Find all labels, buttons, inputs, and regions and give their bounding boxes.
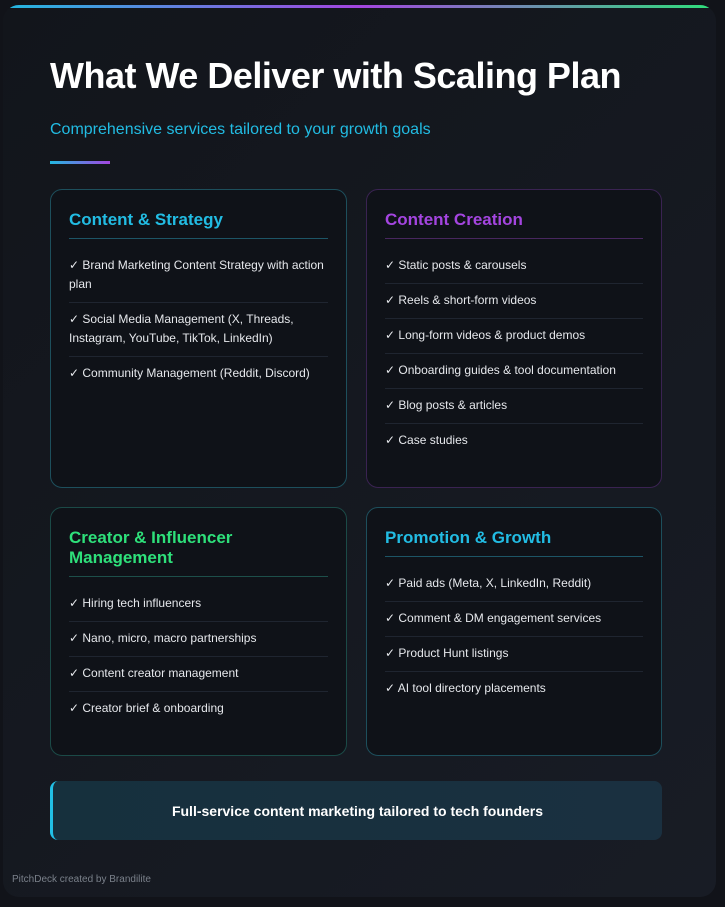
list-item: ✓ AI tool directory placements [385, 681, 546, 695]
list-item: ✓ Community Management (Reddit, Discord) [69, 366, 310, 380]
gradient-top-bar [3, 5, 716, 8]
card-content-strategy [50, 189, 347, 488]
page-subtitle: Comprehensive services tailored to your growth goals [50, 121, 431, 138]
list-item: ✓ Brand Marketing Content Strategy with action plan [69, 249, 328, 303]
page-title: What We Deliver with Scaling Plan [50, 55, 621, 96]
list-item: ✓ Social Media Management (X, Threads, Instagram, YouTube, TikTok, LinkedIn) [69, 303, 328, 357]
card-content-creation [366, 189, 662, 488]
list-item: ✓ Case studies [385, 433, 468, 447]
list-item: ✓ Nano, micro, macro partnerships [69, 622, 328, 657]
list-item: ✓ Long-form videos & product demos [385, 319, 643, 354]
list-item: ✓ Hiring tech influencers [69, 587, 328, 622]
slide [3, 5, 716, 897]
card-title: Promotion & Growth [385, 528, 643, 557]
accent-divider [50, 161, 110, 164]
list-item: ✓ Content creator management [69, 657, 328, 692]
list-item: ✓ Static posts & carousels [385, 249, 643, 284]
list-item: ✓ Onboarding guides & tool documentation [385, 354, 643, 389]
list-item: ✓ Blog posts & articles [385, 389, 643, 424]
card-promotion-growth [366, 507, 662, 756]
list-item: ✓ Creator brief & onboarding [69, 701, 224, 715]
card-title: Creator & Influencer Management [69, 528, 328, 577]
card-title: Content Creation [385, 210, 643, 239]
list-item: ✓ Reels & short-form videos [385, 284, 643, 319]
list-item: ✓ Paid ads (Meta, X, LinkedIn, Reddit) [385, 567, 643, 602]
summary-banner: Full-service content marketing tailored to tech founders [50, 781, 662, 840]
card-title: Content & Strategy [69, 210, 328, 239]
list-item: ✓ Comment & DM engagement services [385, 602, 643, 637]
footer-credit: PitchDeck created by Brandilite [12, 874, 151, 885]
list-item: ✓ Product Hunt listings [385, 637, 643, 672]
card-creator-influencer [50, 507, 347, 756]
